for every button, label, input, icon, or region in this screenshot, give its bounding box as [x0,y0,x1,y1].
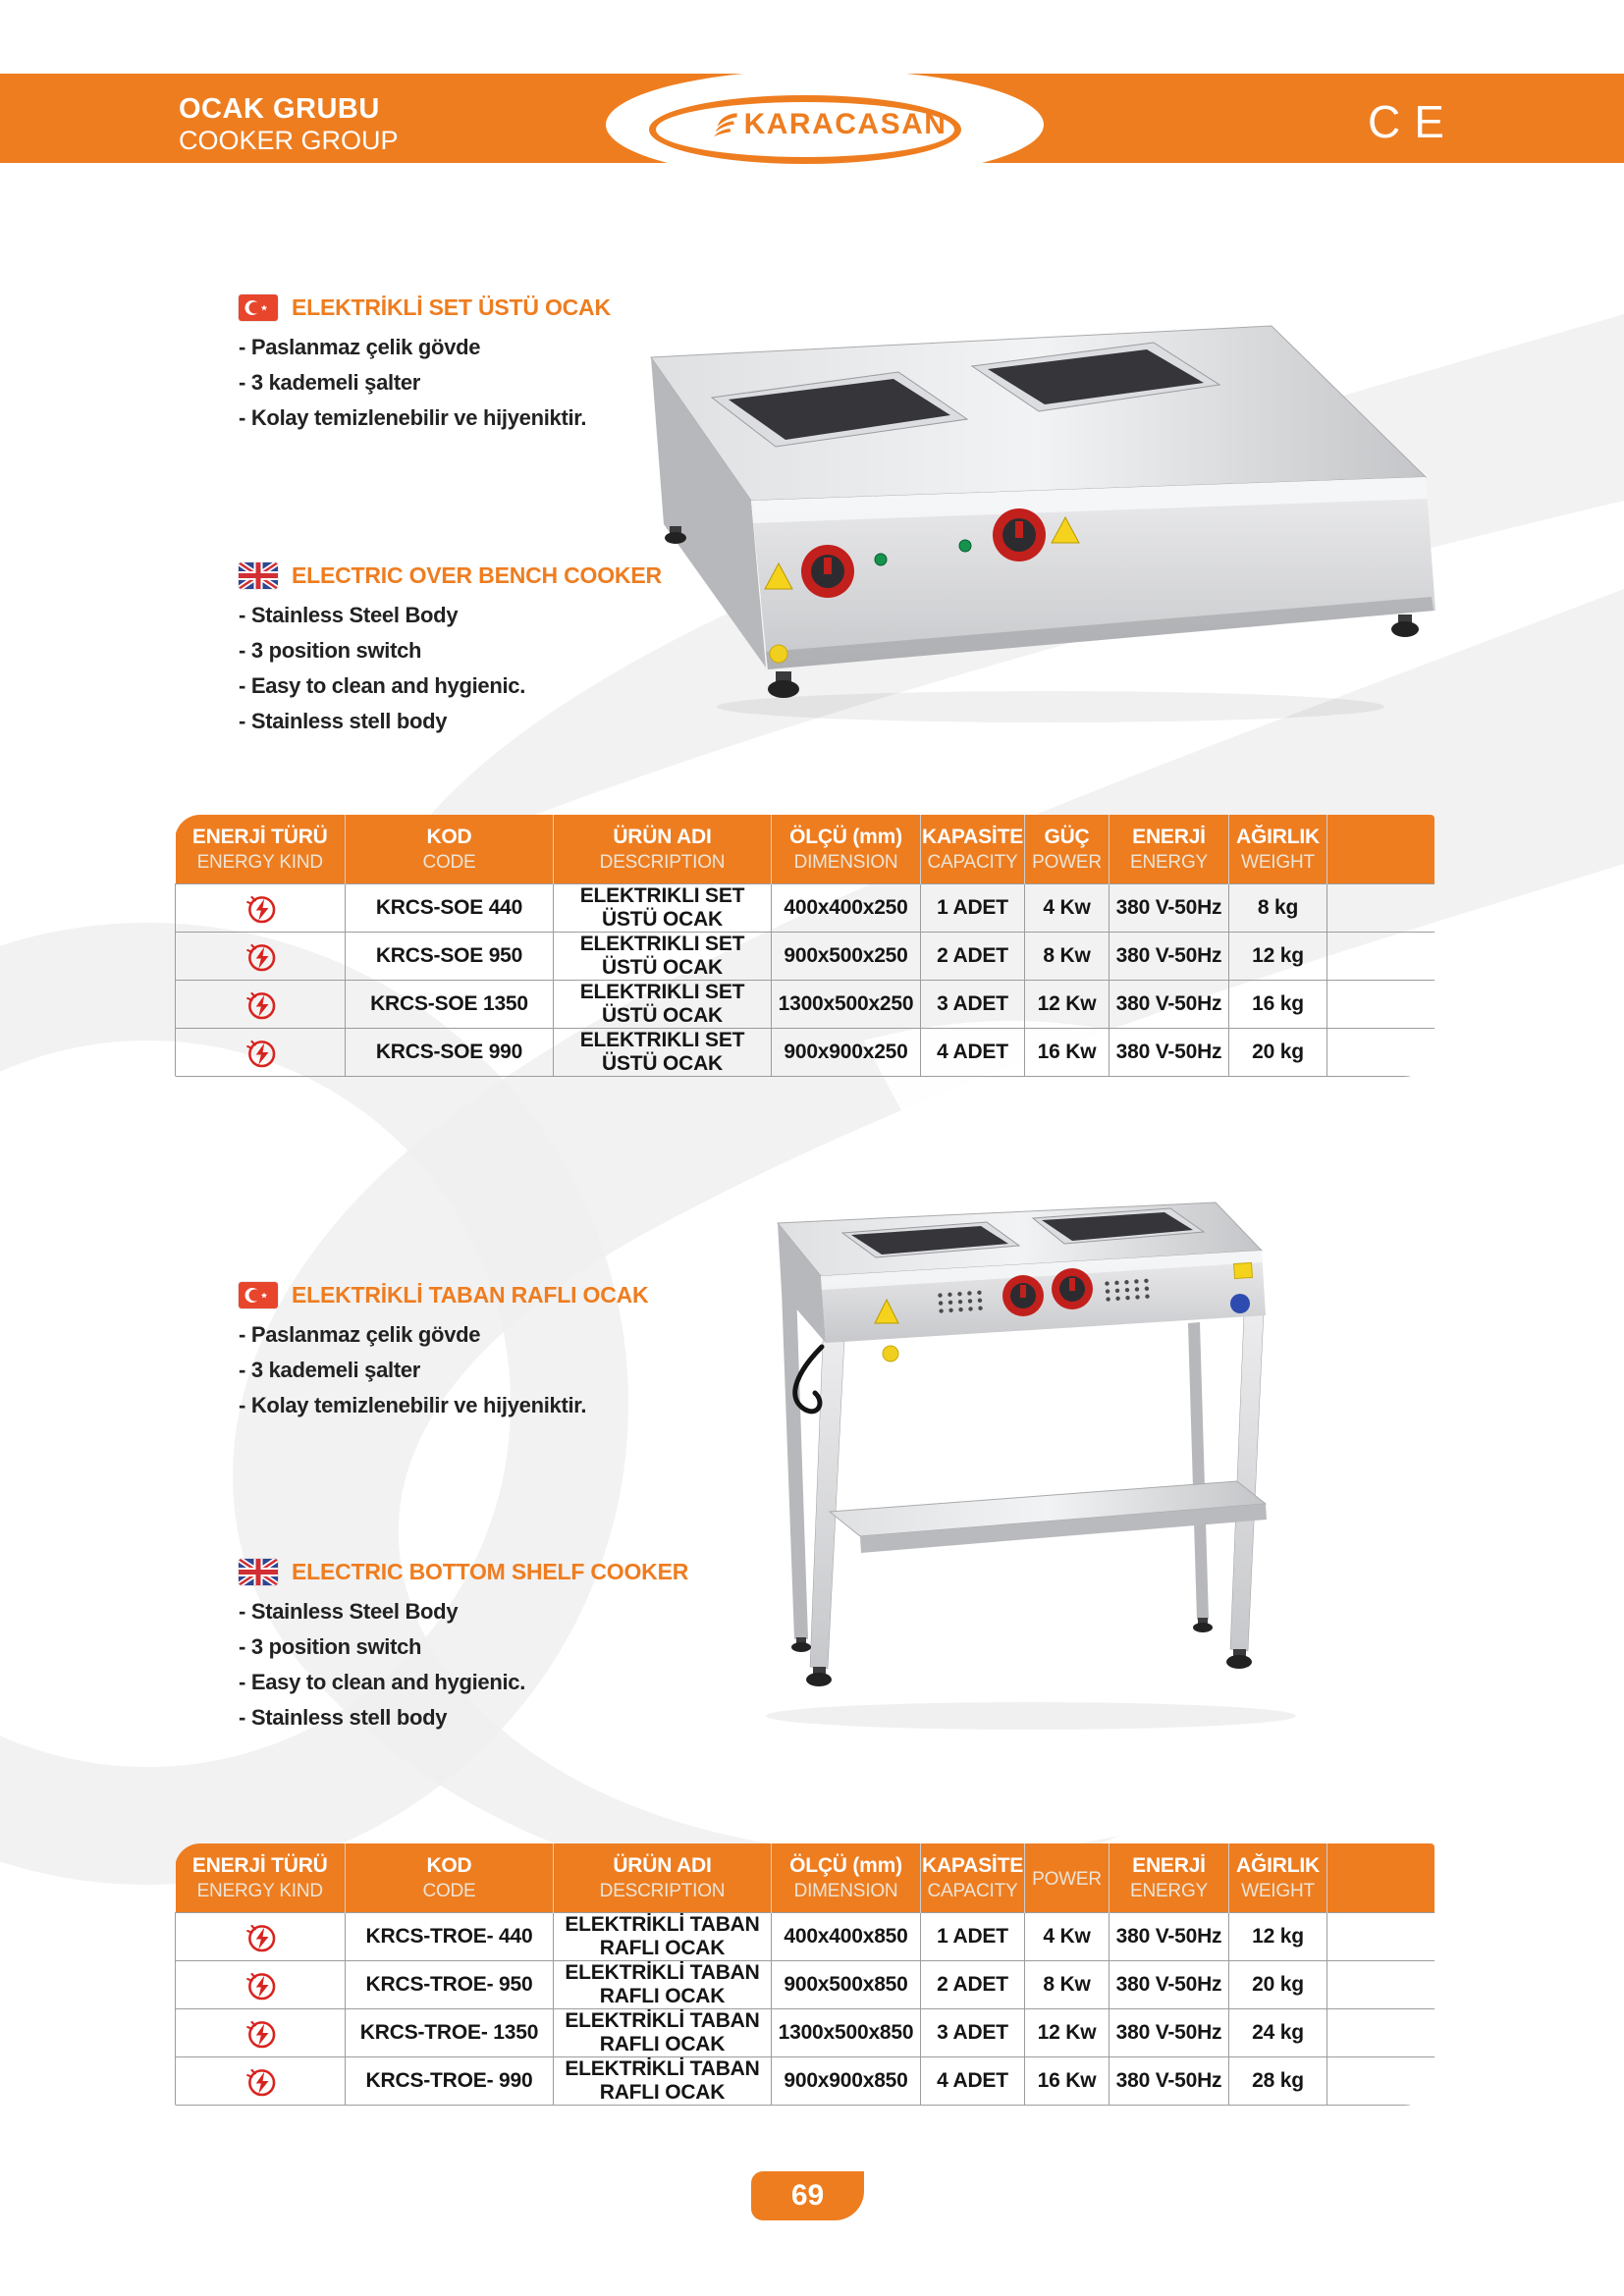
table-row: KRCS-TROE- 950 ELEKTRİKLİ TABAN RAFLI OCAK 900x500x850 2 ADET 8 Kw 380 V-50Hz 20 kg [176,1961,1435,2009]
feature-bullet: - Paslanmaz çelik gövde [239,1322,481,1347]
electric-energy-icon [244,2016,277,2050]
electric-energy-icon [244,2064,277,2098]
header-bar [0,74,1624,163]
col-energy-kind: ENERJİ TÜRÜ ENERGY KIND [176,815,346,884]
col-energy-kind: ENERJİ TÜRÜ ENERGY KIND [176,1843,346,1913]
feature-bullet: - Paslanmaz çelik gövde [239,335,481,359]
feature-bullet: - Stainless stell body [239,709,448,733]
section1-turkish-block [239,294,749,436]
table-row: KRCS-TROE- 990 ELEKTRİKLİ TABAN RAFLI OCAK 900x900x850 4 ADET 16 Kw 380 V-50Hz 28 kg [176,2057,1435,2106]
uk-flag-icon [239,1559,278,1585]
control-knob [993,508,1046,561]
table-row: KRCS-TROE- 440 ELEKTRİKLİ TABAN RAFLI OCAK 400x400x850 1 ADET 4 Kw 380 V-50Hz 12 kg [176,1913,1435,1961]
foot [806,1667,832,1686]
page-number: 69 [790,2179,825,2212]
turkish-flag-icon [239,1282,278,1308]
col-power: GÜÇ POWER [1025,815,1110,884]
section1-heading-english: ELECTRIC OVER BENCH COOKER [292,562,662,588]
page-number-badge [751,2171,864,2220]
section2-english-block [239,1559,749,1735]
col-weight: AĞIRLIK WEIGHT [1229,815,1327,884]
control-knob [1052,1268,1093,1309]
flame-swoosh-icon [707,107,742,142]
feature-bullet: - 3 position switch [239,638,422,663]
foot [1391,614,1419,637]
col-power: POWER [1025,1843,1110,1913]
table-row: KRCS-SOE 950 ELEKTRIKLI SET ÜSTÜ OCAK 900x500x250 2 ADET 8 Kw 380 V-50Hz 12 kg [176,933,1435,981]
col-code: KOD CODE [346,815,554,884]
product-photo-bottom-shelf-cooker [727,1147,1414,1834]
feature-bullet: - Stainless Steel Body [239,603,459,627]
foot [1193,1618,1213,1632]
col-description: ÜRÜN ADI DESCRIPTION [554,815,772,884]
col-energy: ENERJİ ENERGY [1110,1843,1229,1913]
section2-heading-turkish: ELEKTRİKLİ TABAN RAFLI OCAK [292,1282,649,1308]
table-header-row [176,1843,1435,1913]
table-row: KRCS-SOE 440 ELEKTRIKLI SET ÜSTÜ OCAK 400x400x250 1 ADET 4 Kw 380 V-50Hz 8 kg [176,884,1435,933]
col-code: KOD CODE [346,1843,554,1913]
col-weight: AĞIRLIK WEIGHT [1229,1843,1327,1913]
electric-energy-icon [244,988,277,1021]
feature-bullet: - Stainless stell body [239,1705,448,1730]
brand-name: KARACASAN [743,108,947,140]
electric-energy-icon [244,1968,277,2002]
electric-energy-icon [244,1920,277,1953]
turkish-flag-icon [239,294,278,321]
table-row: KRCS-SOE 990 ELEKTRIKLI SET ÜSTÜ OCAK 900x900x250 4 ADET 16 Kw 380 V-50Hz 20 kg [176,1029,1435,1077]
control-knob [801,545,854,598]
page-title-turkish: OCAK GRUBU [179,93,380,125]
feature-bullet: - Kolay temizlenebilir ve hijyeniktir. [239,1393,587,1417]
section1-english-block [239,562,749,739]
spec-table-2 [175,1843,1435,2106]
section2-heading-english: ELECTRIC BOTTOM SHELF COOKER [292,1559,689,1584]
foot [1226,1649,1252,1669]
feature-bullet: - Easy to clean and hygienic. [239,1670,526,1694]
col-extra [1327,1843,1435,1913]
col-dimension: ÖLÇÜ (mm) DIMENSION [772,1843,921,1913]
col-energy: ENERJİ ENERGY [1110,815,1229,884]
feature-bullet: - 3 position switch [239,1634,422,1659]
col-capacity: KAPASİTE CAPACITY [921,1843,1025,1913]
uk-flag-icon [239,562,278,589]
page-title [179,93,399,156]
ce-mark: CE [1368,96,1458,147]
table-header-row [176,815,1435,884]
col-dimension: ÖLÇÜ (mm) DIMENSION [772,815,921,884]
foot [768,671,799,698]
col-capacity: KAPASİTE CAPACITY [921,815,1025,884]
feature-bullet: - Kolay temizlenebilir ve hijyeniktir. [239,405,587,430]
feature-bullet: - 3 kademeli şalter [239,370,421,395]
control-knob [1002,1275,1044,1316]
spec-table-1 [175,815,1435,1077]
foot [791,1637,811,1652]
feature-bullet: - 3 kademeli şalter [239,1358,421,1382]
feature-bullet: - Stainless Steel Body [239,1599,459,1624]
electric-energy-icon [244,1036,277,1069]
section2-turkish-block [239,1282,749,1423]
section1-heading-turkish: ELEKTRİKLİ SET ÜSTÜ OCAK [292,294,611,320]
table-row: KRCS-TROE- 1350 ELEKTRİKLİ TABAN RAFLI OCAK 1300x500x850 3 ADET 12 Kw 380 V-50Hz 24 kg [176,2009,1435,2057]
brand-logo [606,70,1044,180]
page-title-english: COOKER GROUP [179,126,399,156]
col-description: ÜRÜN ADI DESCRIPTION [554,1843,772,1913]
electric-energy-icon [244,891,277,925]
electric-energy-icon [244,939,277,973]
col-extra [1327,815,1435,884]
table-row: KRCS-SOE 1350 ELEKTRIKLI SET ÜSTÜ OCAK 1300x500x250 3 ADET 12 Kw 380 V-50Hz 16 kg [176,981,1435,1029]
feature-bullet: - Easy to clean and hygienic. [239,673,526,698]
